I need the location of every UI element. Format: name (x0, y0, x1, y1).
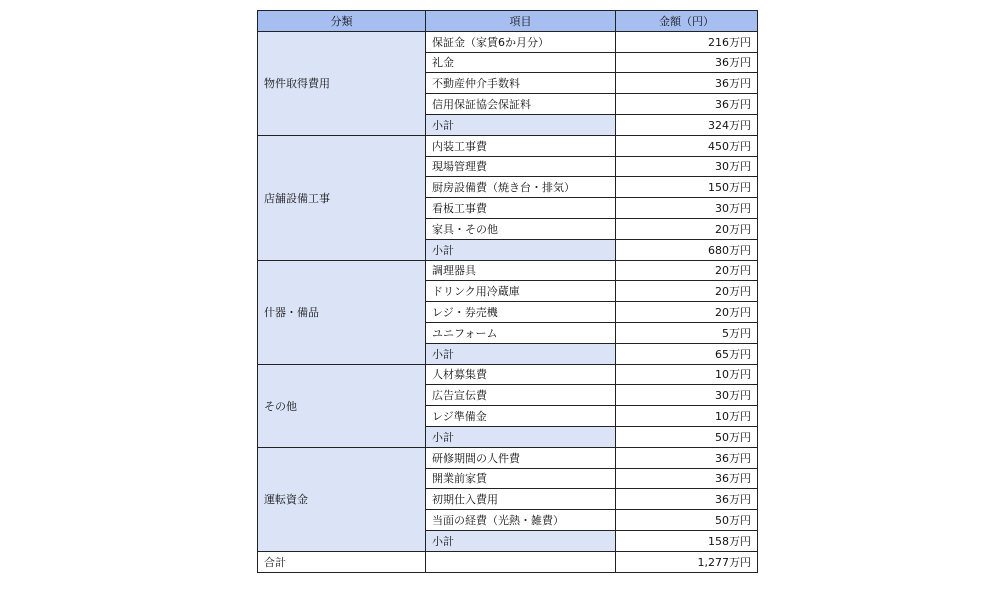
table-row (258, 447, 758, 468)
amount-cell: 50万円 (616, 510, 758, 531)
amount-cell: 36万円 (616, 447, 758, 468)
item-cell: 研修期間の人件費 (426, 447, 616, 468)
amount-cell: 30万円 (616, 198, 758, 219)
item-cell: 内装工事費 (426, 135, 616, 156)
item-cell: ドリンク用冷蔵庫 (426, 281, 616, 302)
table-row (258, 135, 758, 156)
item-cell: 保証金（家賃6か月分） (426, 31, 616, 52)
subtotal-amount: 50万円 (616, 426, 758, 447)
total-row (258, 551, 758, 572)
category-cell: 店舗設備工事 (258, 135, 426, 260)
total-label: 合計 (258, 551, 426, 572)
item-cell: 当面の経費（光熱・雑費） (426, 510, 616, 531)
item-cell: 不動産仲介手数料 (426, 73, 616, 94)
category-cell: その他 (258, 364, 426, 447)
table-row (258, 31, 758, 52)
amount-cell: 36万円 (616, 52, 758, 73)
subtotal-label: 小計 (426, 114, 616, 135)
subtotal-amount: 680万円 (616, 239, 758, 260)
category-cell: 什器・備品 (258, 260, 426, 364)
amount-cell: 5万円 (616, 322, 758, 343)
amount-cell: 36万円 (616, 468, 758, 489)
item-cell: レジ準備金 (426, 406, 616, 427)
header-row (258, 11, 758, 32)
subtotal-label: 小計 (426, 343, 616, 364)
amount-cell: 150万円 (616, 177, 758, 198)
header-amount: 金額（円） (616, 11, 758, 32)
subtotal-amount: 158万円 (616, 530, 758, 551)
amount-cell: 216万円 (616, 31, 758, 52)
amount-cell: 30万円 (616, 385, 758, 406)
amount-cell: 30万円 (616, 156, 758, 177)
amount-cell: 20万円 (616, 281, 758, 302)
total-blank-cell (426, 551, 616, 572)
amount-cell: 20万円 (616, 218, 758, 239)
item-cell: 家具・その他 (426, 218, 616, 239)
amount-cell: 36万円 (616, 489, 758, 510)
table-row (258, 364, 758, 385)
amount-cell: 450万円 (616, 135, 758, 156)
item-cell: 信用保証協会保証料 (426, 94, 616, 115)
item-cell: レジ・券売機 (426, 302, 616, 323)
category-cell: 物件取得費用 (258, 31, 426, 135)
item-cell: ユニフォーム (426, 322, 616, 343)
item-cell: 初期仕入費用 (426, 489, 616, 510)
total-amount: 1,277万円 (616, 551, 758, 572)
amount-cell: 20万円 (616, 260, 758, 281)
amount-cell: 36万円 (616, 94, 758, 115)
item-cell: 現場管理費 (426, 156, 616, 177)
item-cell: 開業前家賃 (426, 468, 616, 489)
subtotal-label: 小計 (426, 530, 616, 551)
subtotal-amount: 65万円 (616, 343, 758, 364)
item-cell: 広告宣伝費 (426, 385, 616, 406)
cost-table (257, 10, 758, 573)
table-body (258, 31, 758, 551)
item-cell: 厨房設備費（焼き台・排気） (426, 177, 616, 198)
item-cell: 調理器具 (426, 260, 616, 281)
table-row (258, 260, 758, 281)
amount-cell: 20万円 (616, 302, 758, 323)
amount-cell: 10万円 (616, 364, 758, 385)
header-item: 項目 (426, 11, 616, 32)
subtotal-amount: 324万円 (616, 114, 758, 135)
subtotal-label: 小計 (426, 239, 616, 260)
subtotal-label: 小計 (426, 426, 616, 447)
header-category: 分類 (258, 11, 426, 32)
item-cell: 礼金 (426, 52, 616, 73)
item-cell: 看板工事費 (426, 198, 616, 219)
category-cell: 運転資金 (258, 447, 426, 551)
item-cell: 人材募集費 (426, 364, 616, 385)
amount-cell: 36万円 (616, 73, 758, 94)
amount-cell: 10万円 (616, 406, 758, 427)
